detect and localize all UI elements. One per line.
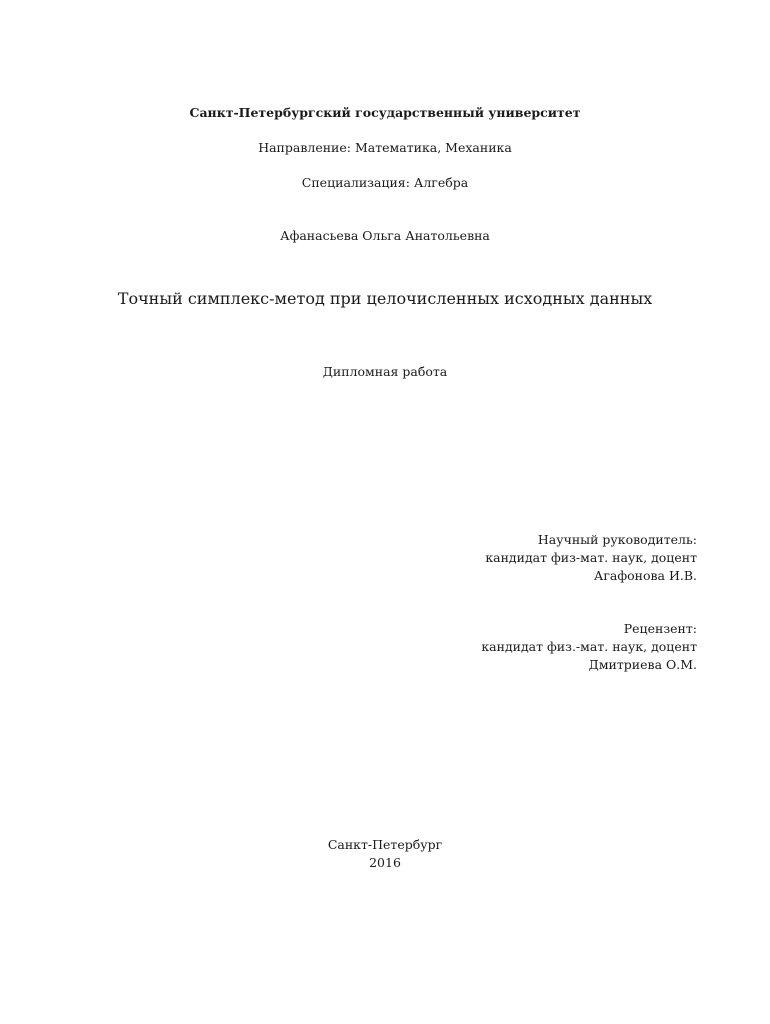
reviewer-name: Дмитриева О.М. xyxy=(588,657,697,672)
supervisor-block xyxy=(485,531,697,585)
work-type: Дипломная работа xyxy=(322,364,448,379)
direction-line: Направление: Математика, Механика xyxy=(258,140,512,155)
specialization-line: Специализация: Алгебра xyxy=(301,175,469,190)
reviewer-degree: кандидат физ.-мат. наук, доцент xyxy=(481,639,697,654)
city: Санкт-Петербург xyxy=(327,837,443,852)
reviewer-role: Рецензент: xyxy=(623,621,697,636)
supervisor-degree: кандидат физ-мат. наук, доцент xyxy=(485,550,697,565)
supervisor-role: Научный руководитель: xyxy=(537,532,697,547)
supervisor-name: Агафонова И.В. xyxy=(593,568,697,583)
university-name: Санкт-Петербургский государственный университет xyxy=(189,105,581,120)
reviewer-block xyxy=(481,620,697,674)
year: 2016 xyxy=(369,855,401,870)
thesis-title: Точный симплекс-метод при целочисленных исходных данных xyxy=(117,289,653,308)
author-name: Афанасьева Ольга Анатольевна xyxy=(280,228,490,243)
